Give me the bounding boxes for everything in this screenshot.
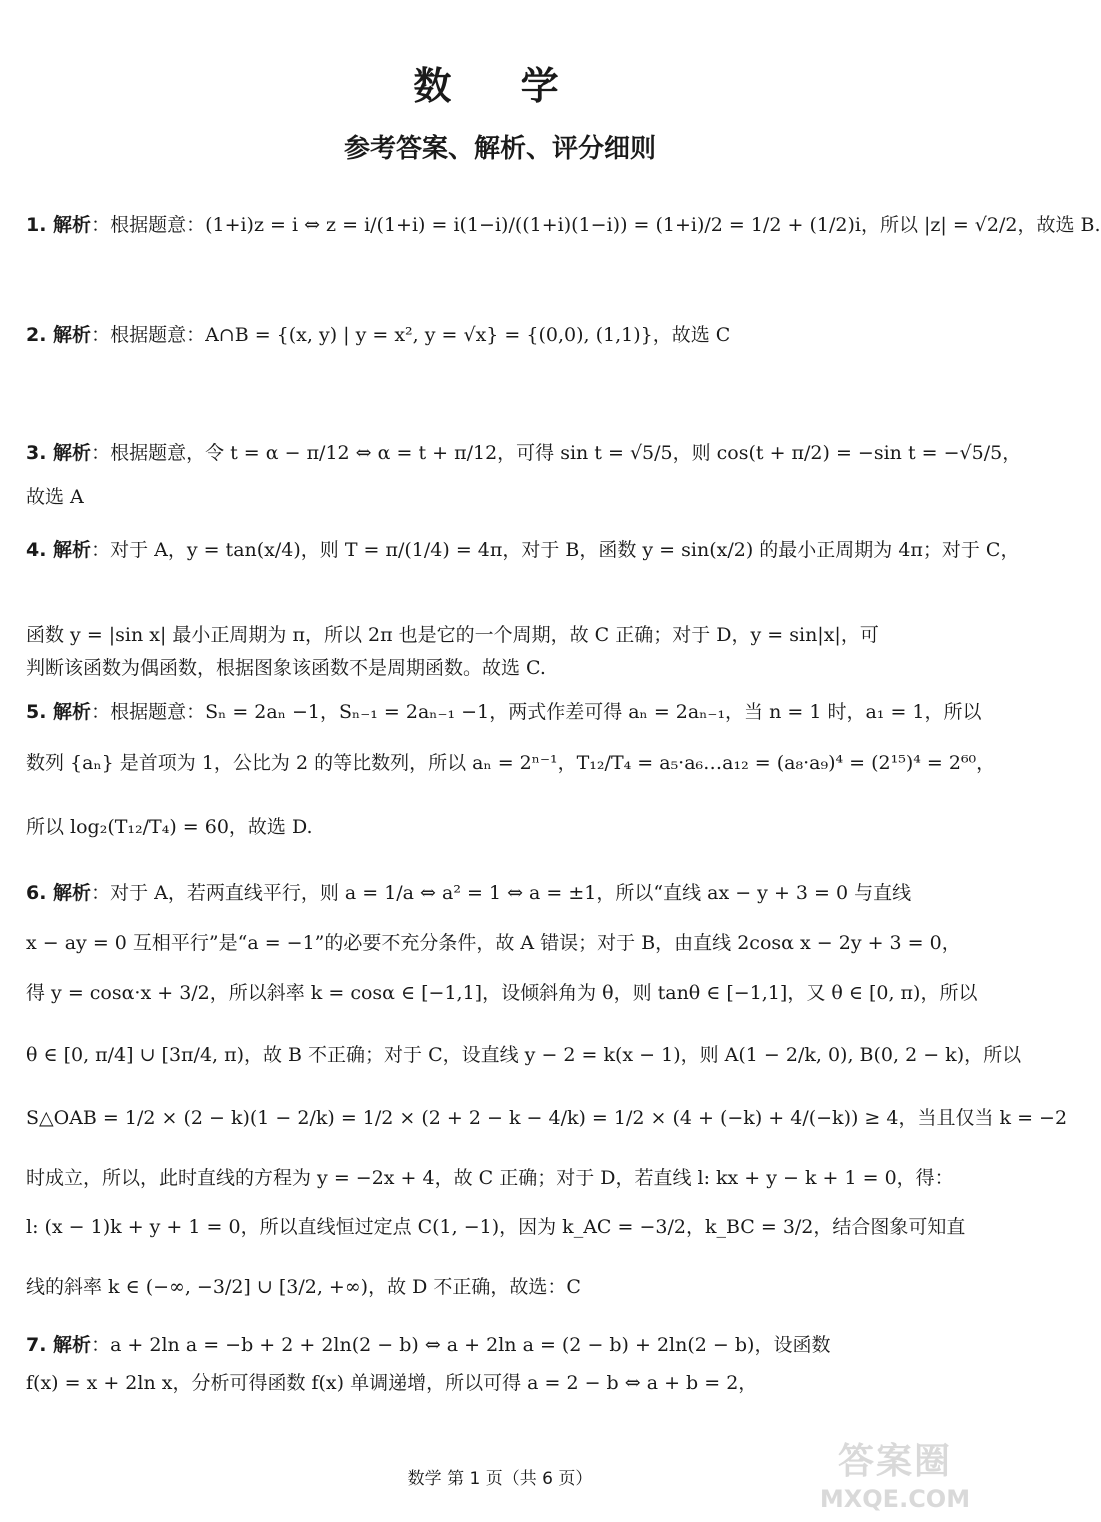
solution-text: 函数 y = |sin x| 最小正周期为 π，所以 2π 也是它的一个周期，故 C 正确；对于 D，y = sin|x|，可 [26, 624, 879, 646]
solution-line [26, 482, 982, 512]
question-number: 3. 解析 [26, 442, 92, 464]
solution-line [26, 697, 982, 727]
solution-line [26, 1040, 1022, 1070]
solution-line [26, 928, 982, 958]
watermark-url: MXQE.COM [819, 1485, 971, 1513]
solution-line [26, 1212, 982, 1242]
solution-text: ：根据题意：(1+i)z = i ⇔ z = i/(1+i) = i(1−i)/((1+i)(1−i)) = (1+i)/2 = 1/2 + (1/2)i，所以 |z| = √2/2，故选 B. [91, 214, 1101, 236]
solution-text: x − ay = 0 互相平行”是“a = −1”的必要不充分条件，故 A 错误；对于 B，由直线 2cosα x − 2y + 3 = 0， [26, 932, 961, 954]
question-number: 7. 解析 [26, 1334, 92, 1356]
solution-line [26, 748, 996, 778]
solution-line [26, 653, 982, 683]
question-number: 6. 解析 [26, 882, 92, 904]
solution-line [26, 620, 982, 650]
solution-text: 故选 A [26, 486, 84, 508]
page-title: 数 学 [413, 64, 587, 108]
solution-text: θ ∈ [0, π/4] ∪ [3π/4, π)，故 B 不正确；对于 C，设直线 y − 2 = k(x − 1)，则 A(1 − 2/k, 0), B(0, 2 − k)，所以 [26, 1044, 1022, 1066]
page-subtitle: 参考答案、解析、评分细则 [343, 134, 656, 164]
question-number: 4. 解析 [26, 539, 92, 561]
solution-line [26, 1330, 982, 1360]
solution-line [26, 210, 1101, 240]
watermark-text: 答案圈 [837, 1441, 952, 1482]
solution-text: 线的斜率 k ∈ (−∞, −3/2] ∪ [3/2, +∞)，故 D 不正确，故选：C [26, 1276, 581, 1298]
solution-line [26, 1103, 1068, 1133]
solution-line [26, 438, 1022, 468]
solution-line [26, 1368, 982, 1398]
solution-text: f(x) = x + 2ln x，分析可得函数 f(x) 单调递增，所以可得 a = 2 − b ⇔ a + b = 2， [26, 1372, 758, 1394]
solution-text: ：对于 A，y = tan(x/4)，则 T = π/(1/4) = 4π，对于 B，函数 y = sin(x/2) 的最小正周期为 4π；对于 C， [91, 539, 1020, 561]
solution-line [26, 812, 982, 842]
solution-line [26, 1163, 982, 1193]
solution-line [26, 320, 982, 350]
solution-text: l: (x − 1)k + y + 1 = 0，所以直线恒过定点 C(1, −1)，因为 k_AC = −3/2，k_BC = 3/2，结合图象可知直 [26, 1216, 966, 1238]
solution-text: ：根据题意，令 t = α − π/12 ⇔ α = t + π/12，可得 sin t = √5/5，则 cos(t + π/2) = −sin t = −√5/5， [91, 442, 1022, 464]
solution-text: ：根据题意：A∩B = {(x, y) | y = x², y = √x} = {(0,0), (1,1)}，故选 C [91, 324, 731, 346]
solution-line [26, 1272, 982, 1302]
watermark-logo [805, 1440, 985, 1520]
solution-text: ：a + 2ln a = −b + 2 + 2ln(2 − b) ⇔ a + 2ln a = (2 − b) + 2ln(2 − b)，设函数 [91, 1334, 831, 1356]
solution-line [26, 535, 1020, 565]
solution-text: S△OAB = 1/2 × (2 − k)(1 − 2/k) = 1/2 × (2 + 2 − k − 4/k) = 1/2 × (4 + (−k) + 4/(−k)) ≥ 4，当且仅当 k = −2 [26, 1107, 1068, 1129]
solution-text: 判断该函数为偶函数，根据图象该函数不是周期函数。故选 C. [26, 657, 546, 679]
solution-text: 时成立，所以，此时直线的方程为 y = −2x + 4，故 C 正确；对于 D，若直线 l: kx + y − k + 1 = 0，得： [26, 1167, 954, 1189]
page-footer: 数学 第 1 页（共 6 页） [407, 1469, 593, 1489]
solution-text: ：根据题意：Sₙ = 2aₙ −1，Sₙ₋₁ = 2aₙ₋₁ −1，两式作差可得 aₙ = 2aₙ₋₁，当 n = 1 时，a₁ = 1，所以 [91, 701, 982, 723]
solution-text: 数列 {aₙ} 是首项为 1，公比为 2 的等比数列，所以 aₙ = 2ⁿ⁻¹，T₁₂/T₄ = a₅·a₆…a₁₂ = (a₈·a₉)⁴ = (2¹⁵)⁴ = 2⁶⁰， [26, 752, 996, 774]
solution-text: 所以 log₂(T₁₂/T₄) = 60，故选 D. [26, 816, 313, 838]
solution-text: 得 y = cosα·x + 3/2，所以斜率 k = cosα ∈ [−1,1]，设倾斜角为 θ，则 tanθ ∈ [−1,1]，又 θ ∈ [0, π)，所以 [26, 982, 978, 1004]
question-number: 1. 解析 [26, 214, 92, 236]
solution-line [26, 978, 982, 1008]
solution-line [26, 878, 982, 908]
solution-text: ：对于 A，若两直线平行，则 a = 1/a ⇔ a² = 1 ⇔ a = ±1，所以“直线 ax − y + 3 = 0 与直线 [91, 882, 912, 904]
question-number: 5. 解析 [26, 701, 92, 723]
question-number: 2. 解析 [26, 324, 92, 346]
